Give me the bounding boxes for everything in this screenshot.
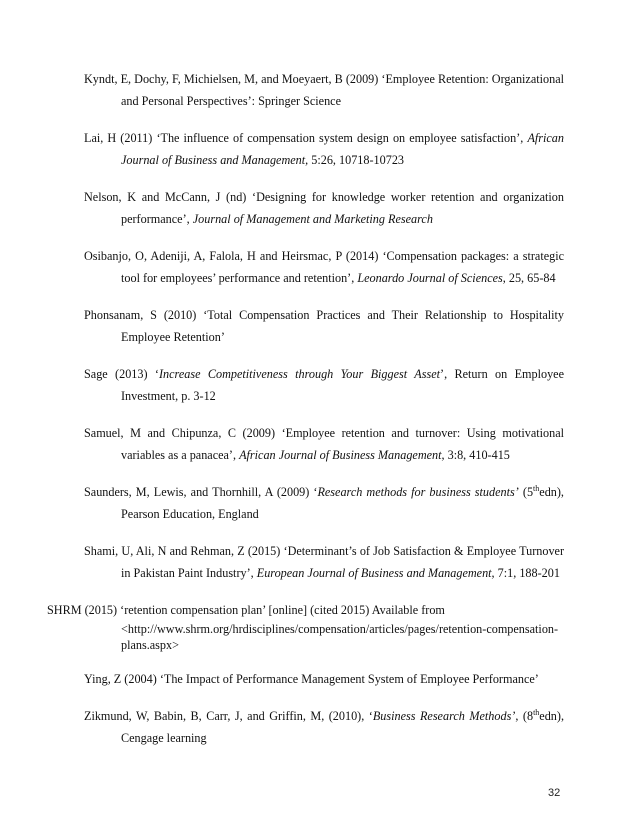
reference-url: <http://www.shrm.org/hrdisciplines/compensation/articles/pages/retention-compensation-plans.aspx> <box>121 622 559 652</box>
page-number: 32 <box>548 787 561 799</box>
reference-shami: Shami, U, Ali, N and Rehman, Z (2015) ‘Determinant’s of Job Satisfaction & Employee Turnover in Pakistan Paint Industry’, European Journal of Business and Management, 7:1, 188-201 <box>84 544 564 580</box>
reference-sage: Sage (2013) ‘Increase Competitiveness through Your Biggest Asset’, Return on Employee Investment, p. 3-12 <box>84 367 564 403</box>
reference-zikmund: Zikmund, W, Babin, B, Carr, J, and Griffin, M, (2010), ‘Business Research Methods’, (8thedn), Cengage learning <box>84 707 564 745</box>
reference-shrm: SHRM (2015) ‘retention compensation plan’ [online] (cited 2015) Available from <http://www.shrm.org/hrdisciplines/compensation/articles/pages/retention-compensation-plans.aspx> <box>47 603 559 652</box>
reference-nelson: Nelson, K and McCann, J (nd) ‘Designing for knowledge worker retention and organization performance’, Journal of Management and Marketing Research <box>84 190 564 226</box>
reference-samuel: Samuel, M and Chipunza, C (2009) ‘Employee retention and turnover: Using motivational variables as a panacea’, African Journal of Business Management, 3:8, 410-415 <box>84 426 564 462</box>
reference-kyndt: Kyndt, E, Dochy, F, Michielsen, M, and Moeyaert, B (2009) ‘Employee Retention: Organizational and Personal Perspectives’: Springer Science <box>84 72 564 108</box>
reference-osibanjo: Osibanjo, O, Adeniji, A, Falola, H and Heirsmac, P (2014) ‘Compensation packages: a strategic tool for employees’ performance and retention’, Leonardo Journal of Sciences, 25, 65-84 <box>84 249 564 285</box>
reference-lai: Lai, H (2011) ‘The influence of compensation system design on employee satisfaction’, African Journal of Business and Management, 5:26, 10718-10723 <box>84 131 564 167</box>
reference-saunders: Saunders, M, Lewis, and Thornhill, A (2009) ‘Research methods for business students’ (5thedn), Pearson Education, England <box>84 483 564 521</box>
reference-ying: Ying, Z (2004) ‘The Impact of Performance Management System of Employee Performance’ <box>84 672 539 686</box>
reference-list <box>47 68 564 764</box>
reference-phonsanam: Phonsanam, S (2010) ‘Total Compensation Practices and Their Relationship to Hospitality Employee Retention’ <box>84 308 564 344</box>
